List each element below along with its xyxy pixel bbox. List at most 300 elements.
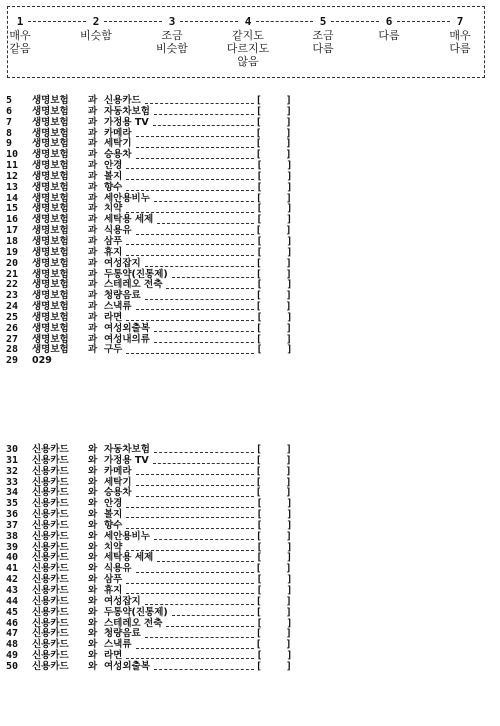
scale-number-7: 7 [456,15,464,28]
item-conjunction: 와 [88,498,98,510]
item-conjunction: 과 [88,301,98,313]
item-conjunction: 과 [88,127,98,139]
item-number: 11 [6,160,19,172]
item-conjunction: 과 [88,105,98,117]
bracket-close: ] [285,333,292,345]
bracket-open: [ [255,138,262,150]
item-second: 여성잡지 [104,257,141,269]
bracket-close: ] [286,509,293,521]
list-item [6,204,486,215]
list-item [6,118,486,129]
item-first: 신용카드 [32,498,69,510]
item-second: 구두 [104,344,123,356]
item-conjunction: 과 [88,279,98,291]
item-number: 46 [6,617,19,629]
item-conjunction: 과 [88,149,98,161]
item-conjunction: 와 [88,541,98,553]
answer-leader-line [145,294,254,300]
answer-leader-line [126,250,254,256]
scale-number-4: 4 [244,15,252,28]
rating-scale-box [7,6,485,78]
item-first: 생명보험 [32,116,69,128]
item-first: 신용카드 [32,617,69,629]
bracket-open: [ [255,476,262,488]
item-number: 49 [6,650,19,662]
item-first: 생명보험 [32,322,69,334]
bracket-open: [ [255,95,262,106]
bracket-close: ] [285,487,292,499]
item-second: 카메라 [104,465,132,477]
item-second: 치약 [104,541,123,553]
list-item [6,662,486,673]
item-number: 41 [6,563,19,575]
item-second: 세탁기 [104,476,132,488]
item-number: 25 [6,311,19,323]
list-item [6,161,486,172]
bracket-close: ] [286,214,293,226]
bracket-close: ] [286,279,293,291]
item-number: 22 [6,279,19,291]
bracket-open: [ [255,563,262,575]
item-second: 승용차 [104,487,132,499]
item-number: 32 [6,465,19,477]
list-item [6,302,486,313]
answer-leader-line [136,469,254,475]
item-first: 029 [32,355,52,367]
item-number: 19 [6,246,19,258]
bracket-close: ] [285,476,292,488]
item-conjunction: 과 [88,290,98,302]
list-item [6,237,486,248]
item-second: 라면 [104,650,123,662]
item-conjunction: 과 [88,322,98,334]
bracket-close: ] [285,127,292,139]
item-number: 38 [6,530,19,542]
bracket-close: ] [285,454,292,466]
item-first: 생명보험 [32,279,69,291]
bracket-close: ] [286,311,293,323]
answer-leader-line [136,153,254,159]
bracket-open: [ [256,574,263,586]
answer-blank[interactable] [256,608,292,619]
scale-dash [180,21,238,22]
list-item [6,291,486,302]
bracket-open: [ [255,628,262,640]
bracket-open: [ [255,116,262,128]
item-number: 16 [6,214,19,226]
item-second: 두통약(진통제) [104,606,168,618]
bracket-open: [ [255,149,262,161]
item-first: 생명보험 [32,311,69,323]
bracket-close: ] [286,498,293,510]
list-item [6,553,486,564]
item-pair [32,608,168,619]
answer-leader-line [145,632,254,638]
item-number: 31 [6,454,19,466]
item-number: 33 [6,476,19,488]
list-item [6,467,486,478]
item-number: 43 [6,584,19,596]
answer-leader-line [126,545,254,551]
item-first: 생명보험 [32,301,69,313]
item-second: 삼푸 [104,235,123,247]
bracket-open: [ [256,617,263,629]
item-second: 휴지 [104,246,123,258]
item-second: 향수 [104,181,123,193]
answer-leader-line [145,98,254,104]
item-number: 21 [6,268,19,280]
answer-leader-line [172,610,254,616]
item-second: 카메라 [104,127,132,139]
item-number: 18 [6,235,19,247]
list-item [6,194,486,205]
answer-leader-line [154,326,254,332]
scale-dash [397,21,450,22]
answer-leader-line [136,567,254,573]
answer-leader-line [126,523,254,529]
bracket-open: [ [255,333,262,345]
list-item [6,226,486,237]
answer-leader-line [145,261,254,267]
item-second: 세안용비누 [104,192,150,204]
item-conjunction: 과 [88,235,98,247]
item-conjunction: 와 [88,476,98,488]
answer-leader-line [154,664,254,670]
scale-dash [331,21,379,22]
item-conjunction: 와 [88,519,98,531]
bracket-close: ] [286,203,293,215]
list-item [6,445,486,456]
answer-leader-line [166,283,254,289]
item-first: 생명보험 [32,105,69,117]
item-first: 신용카드 [32,509,69,521]
item-number: 28 [6,344,19,356]
item-pair [32,532,150,543]
bracket-open: [ [256,584,263,596]
answer-leader-line [153,458,254,464]
item-number: 34 [6,487,19,499]
bracket-close: ] [285,268,292,280]
bracket-open: [ [256,203,263,215]
item-conjunction: 와 [88,552,98,564]
item-number: 23 [6,290,19,302]
scale-label-7: 매우 다름 [449,29,471,55]
item-conjunction: 와 [88,509,98,521]
item-conjunction: 과 [88,225,98,237]
bracket-close: ] [285,595,292,607]
item-second: 세탁기 [104,138,132,150]
bracket-close: ] [285,563,292,575]
answer-leader-line [136,304,254,310]
item-second: 여성외출복 [104,322,150,334]
item-number: 8 [6,127,13,139]
item-second: 볼지 [104,509,123,521]
item-second: 가정용 TV [104,454,149,466]
item-second: 스낵류 [104,301,132,313]
answer-leader-line [126,163,254,169]
item-first: 신용카드 [32,444,69,455]
bracket-open: [ [256,214,263,226]
item-conjunction: 과 [88,138,98,150]
item-first: 신용카드 [32,584,69,596]
item-number: 17 [6,225,19,237]
list-item [6,619,486,630]
item-second: 두통약(진통제) [104,268,168,280]
item-conjunction: 와 [88,574,98,586]
list-item [6,488,486,499]
scale-label-5: 조금 다름 [312,29,334,55]
bracket-open: [ [255,660,262,672]
answer-blank[interactable] [256,662,292,673]
item-first: 신용카드 [32,628,69,640]
item-number: 12 [6,170,19,182]
answer-leader-line [166,621,254,627]
item-second: 여성외출복 [104,660,150,672]
bracket-close: ] [285,606,292,618]
item-number: 24 [6,301,19,313]
item-second: 스낵류 [104,639,132,651]
list-item [6,150,486,161]
item-first: 생명보험 [32,192,69,204]
list-item [6,345,486,356]
item-number: 7 [6,116,13,128]
item-number: 5 [6,95,13,106]
item-pair [32,662,150,673]
item-conjunction: 과 [88,257,98,269]
answer-leader-line [136,643,254,649]
list-item [6,139,486,150]
answer-leader-line [126,174,254,180]
item-first: 생명보험 [32,268,69,280]
item-number: 44 [6,595,19,607]
bracket-close: ] [286,344,293,356]
scale-number-2: 2 [92,15,100,28]
item-conjunction: 와 [88,584,98,596]
bracket-close: ] [286,650,293,662]
bracket-open: [ [255,127,262,139]
item-conjunction: 와 [88,650,98,662]
list-item [6,543,486,554]
list-item [6,107,486,118]
answer-blank[interactable] [256,467,292,478]
list-item [6,324,486,335]
bracket-close: ] [285,301,292,313]
item-conjunction: 와 [88,454,98,466]
item-first: 생명보험 [32,225,69,237]
answer-leader-line [126,185,254,191]
bracket-open: [ [255,225,262,237]
item-number: 47 [6,628,19,640]
item-list-group-1 [6,96,486,367]
bracket-close: ] [285,465,292,477]
item-second: 식용유 [104,225,132,237]
bracket-open: [ [256,344,263,356]
bracket-close: ] [286,181,293,193]
item-number: 36 [6,509,19,521]
bracket-open: [ [256,181,263,193]
answer-leader-line [126,578,254,584]
item-second: 스테레오 전축 [104,279,163,291]
answer-leader-line [126,348,254,354]
bracket-open: [ [256,246,263,258]
item-conjunction: 와 [88,595,98,607]
list-item [6,248,486,259]
bracket-close: ] [285,660,292,672]
scale-label-4: 같지도 다르지도 않음 [226,29,270,68]
scale-number-5: 5 [319,15,327,28]
item-second: 자동차보험 [104,105,150,117]
scale-number-6: 6 [385,15,393,28]
list-item [6,335,486,346]
bracket-close: ] [286,246,293,258]
bracket-open: [ [255,639,262,651]
answer-blank[interactable] [256,259,292,270]
bracket-close: ] [285,138,292,150]
answer-leader-line [145,599,254,605]
item-pair [32,118,149,129]
list-item [6,270,486,281]
answer-leader-line [136,142,254,148]
answer-blank[interactable] [256,118,292,129]
bracket-close: ] [286,584,293,596]
item-number: 40 [6,552,19,564]
item-conjunction: 와 [88,465,98,477]
bracket-close: ] [286,541,293,553]
bracket-open: [ [256,170,263,182]
item-first: 생명보험 [32,203,69,215]
item-number: 6 [6,105,13,117]
item-first: 생명보험 [32,246,69,258]
bracket-close: ] [285,530,292,542]
bracket-close: ] [286,617,293,629]
bracket-open: [ [255,487,262,499]
bracket-close: ] [285,444,292,455]
item-conjunction: 와 [88,563,98,575]
item-first: 신용카드 [32,476,69,488]
item-first: 신용카드 [32,650,69,662]
bracket-close: ] [285,225,292,237]
item-second: 향수 [104,519,123,531]
item-first: 생명보험 [32,170,69,182]
item-first: 신용카드 [32,454,69,466]
item-first: 신용카드 [32,541,69,553]
item-second: 승용차 [104,149,132,161]
list-item [6,510,486,521]
item-first: 신용카드 [32,519,69,531]
scale-dash [28,21,86,22]
list-item [6,629,486,640]
bracket-close: ] [285,322,292,334]
bracket-open: [ [255,454,262,466]
bracket-close: ] [285,149,292,161]
bracket-close: ] [285,257,292,269]
item-number: 26 [6,322,19,334]
list-item [6,356,486,367]
item-second: 자동차보험 [104,444,150,455]
scale-dash [256,21,313,22]
bracket-close: ] [285,105,292,117]
answer-leader-line [126,239,254,245]
item-number: 27 [6,333,19,345]
list-item [6,456,486,467]
list-item [6,532,486,543]
answer-leader-line [136,229,254,235]
item-second: 식용유 [104,563,132,575]
answer-blank[interactable] [256,532,292,543]
item-pair [32,467,132,478]
list-item [6,280,486,291]
answer-blank[interactable] [256,345,292,356]
bracket-open: [ [255,301,262,313]
bracket-open: [ [255,606,262,618]
bracket-open: [ [256,160,263,172]
bracket-close: ] [285,628,292,640]
answer-blank[interactable] [256,183,292,194]
item-first: 신용카드 [32,465,69,477]
item-conjunction: 과 [88,246,98,258]
list-item [6,608,486,619]
item-second: 가정용 TV [104,116,149,128]
list-item [6,183,486,194]
item-number: 50 [6,660,19,672]
item-second: 세안용비누 [104,530,150,542]
item-number: 30 [6,444,19,455]
answer-blank[interactable] [256,324,292,335]
bracket-close: ] [285,116,292,128]
item-conjunction: 와 [88,606,98,618]
scale-number-3: 3 [168,15,176,28]
list-item [6,313,486,324]
bracket-close: ] [286,170,293,182]
scale-number-1: 1 [16,15,24,28]
scale-label-3: 조금 비슷함 [156,29,188,55]
answer-leader-line [154,447,254,453]
bracket-open: [ [255,595,262,607]
item-conjunction: 와 [88,660,98,672]
item-first: 신용카드 [32,660,69,672]
item-conjunction: 과 [88,160,98,172]
item-first: 생명보험 [32,181,69,193]
item-first: 신용카드 [32,530,69,542]
answer-leader-line [172,272,254,278]
item-second: 청량음료 [104,290,141,302]
item-conjunction: 과 [88,268,98,280]
item-first: 신용카드 [32,574,69,586]
bracket-open: [ [255,465,262,477]
bracket-open: [ [255,530,262,542]
item-number: 29 [6,355,19,367]
item-number: 42 [6,574,19,586]
bracket-open: [ [256,552,263,564]
bracket-open: [ [255,192,262,204]
item-first: 생명보험 [32,127,69,139]
item-first: 생명보험 [32,138,69,150]
item-list-group-2 [6,445,486,673]
item-conjunction: 과 [88,95,98,106]
bracket-open: [ [255,105,262,117]
item-second: 스테레오 전축 [104,617,163,629]
item-number: 15 [6,203,19,215]
bracket-close: ] [286,235,293,247]
answer-leader-line [154,534,254,540]
list-item [6,521,486,532]
item-first: 생명보험 [32,235,69,247]
item-second: 치약 [104,203,123,215]
list-item [6,575,486,586]
list-item [6,478,486,489]
item-number: 39 [6,541,19,553]
list-item [6,586,486,597]
